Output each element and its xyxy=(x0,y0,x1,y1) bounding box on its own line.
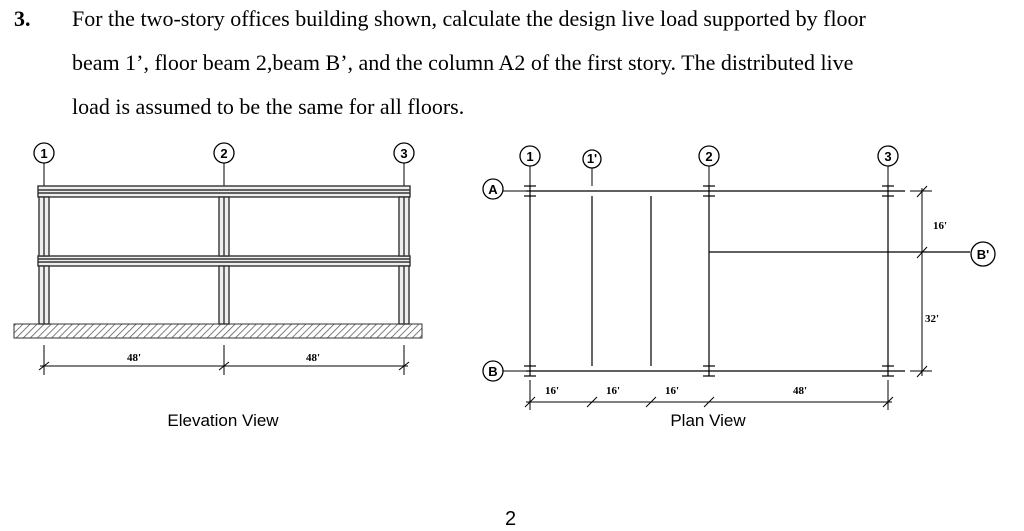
problem-line-2: beam 1’, floor beam 2,beam B’, and the column A2 of the first story. The distributed live xyxy=(72,50,854,75)
problem-statement xyxy=(0,0,1024,140)
plan-row-A-label: A xyxy=(488,182,498,197)
plan-bottom-dim-2: 16' xyxy=(605,385,621,397)
page-number: 2 xyxy=(505,508,517,530)
figures xyxy=(0,130,1024,440)
problem-line-3: load is assumed to be the same for all floors. xyxy=(72,94,465,119)
plan-right-dim-1: 16' xyxy=(933,220,948,232)
plan-right-dimension xyxy=(910,186,932,377)
problem-line-1: For the two-story offices building shown, calculate the design live load supported by floor xyxy=(72,6,866,31)
plan-view xyxy=(483,146,995,430)
plan-grid-1-bubble xyxy=(520,146,540,186)
plan-row-B-bubble xyxy=(483,361,526,381)
plan-grid-2-label: 2 xyxy=(705,149,713,164)
elevation-caption: Elevation View xyxy=(167,411,279,430)
elev-dimension xyxy=(39,345,409,375)
elevation-view xyxy=(14,143,422,430)
plan-bottom-dim-3: 16' xyxy=(664,385,680,397)
plan-row-Bp-label: B' xyxy=(976,247,990,262)
plan-bottom-dimension xyxy=(525,380,893,410)
elev-grid-3-bubble xyxy=(394,143,414,186)
plan-grid-2-bubble xyxy=(699,146,719,186)
elev-ground-hatch xyxy=(14,324,422,338)
elev-dim-2: 48' xyxy=(305,352,321,364)
elev-dim-1: 48' xyxy=(126,352,142,364)
elev-grid-2-bubble xyxy=(214,143,234,186)
elev-roof-beam xyxy=(38,186,410,197)
elev-grid-1-label: 1 xyxy=(40,146,48,161)
plan-grid-3-bubble xyxy=(878,146,898,186)
problem-number: 3. xyxy=(14,6,31,31)
elev-grid-2-label: 2 xyxy=(220,146,228,161)
plan-row-Bp-bubble xyxy=(971,242,995,266)
plan-bottom-dim-1: 16' xyxy=(544,385,560,397)
plan-bottom-dim-4: 48' xyxy=(792,385,808,397)
plan-right-dim-2: 32' xyxy=(925,313,940,325)
plan-grid-1p-label: 1' xyxy=(586,151,598,166)
elev-grid-3-label: 3 xyxy=(400,146,408,161)
plan-caption: Plan View xyxy=(670,411,746,430)
plan-row-B-label: B xyxy=(488,364,498,379)
plan-grid-3-label: 3 xyxy=(884,149,892,164)
plan-grid-1-label: 1 xyxy=(526,149,534,164)
plan-framing xyxy=(524,186,970,376)
elev-floor-beam xyxy=(38,256,410,266)
elev-grid-1-bubble xyxy=(34,143,54,186)
plan-row-A-bubble xyxy=(483,179,526,199)
plan-grid-1p-bubble xyxy=(583,150,601,186)
